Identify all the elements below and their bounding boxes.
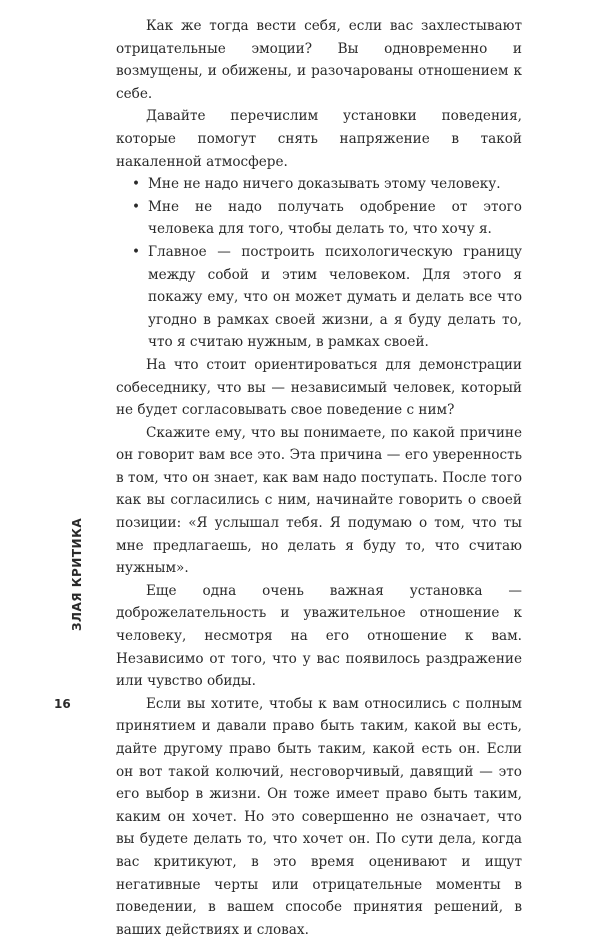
bullet-item: • Мне не надо ничего доказывать этому человеку. bbox=[148, 173, 522, 196]
paragraph: Скажите ему, что вы понимаете, по какой причине он говорит вам все это. Эта причина — его уверенность в том, что он знает, как вам надо поступать. После того как вы согласились с ним, начинайте говорить о своей позиции: «Я услышал тебя. Я подумаю о том, что ты мне предлагаешь, но делать я буду то, что считаю нужным». bbox=[116, 424, 522, 577]
paragraph: На что стоит ориентироваться для демонстрации собеседнику, что вы — независимый человек, который не будет согласовывать свое поведение с ним? bbox=[116, 356, 522, 419]
bullet-item: • Главное — построить психологическую границу между собой и этим человеком. Для этого я покажу ему, что он может думать и делать все что угодно в рамках своей жизни, а я буду делать то, что я считаю нужным, в рамках своей. bbox=[148, 241, 522, 354]
page-number: 16 bbox=[54, 697, 71, 711]
running-header: ЗЛАЯ КРИТИКА bbox=[70, 517, 84, 631]
page-body bbox=[116, 15, 522, 941]
paragraph: Как же тогда вести себя, если вас захлестывают отрицательные эмоции? Вы одновременно и возмущены, и обижены, и разочарованы отношением к себе. bbox=[116, 18, 522, 102]
paragraph: Давайте перечислим установки поведения, которые помогут снять напряжение в такой накаленной атмосфере. bbox=[116, 108, 522, 170]
bullet-item: • Мне не надо получать одобрение от этого человека для того, чтобы делать то, что хочу я. bbox=[148, 196, 522, 241]
paragraph: Еще одна очень важная установка — доброжелательность и уважительное отношение к человеку, несмотря на его отношение к вам. Независимо от того, что у вас появилось раздражение или чувство обиды. bbox=[116, 582, 522, 690]
bullet-list bbox=[116, 173, 522, 354]
paragraph: Если вы хотите, чтобы к вам относились с полным принятием и давали право быть таким, какой вы есть, дайте другому право быть таким, какой есть он. Если он вот такой колючий, несговорчивый, давящий — это его выбор в жизни. Он тоже имеет право быть таким, каким он хочет. Но это совершенно не означает, что вы будете делать то, что хочет он. По сути дела, когда вас критикуют, в это время оценивают и ищут негативные черты или отрицательные моменты в поведении, в вашем способе принятия решений, в ваших действиях и словах. bbox=[116, 695, 522, 938]
